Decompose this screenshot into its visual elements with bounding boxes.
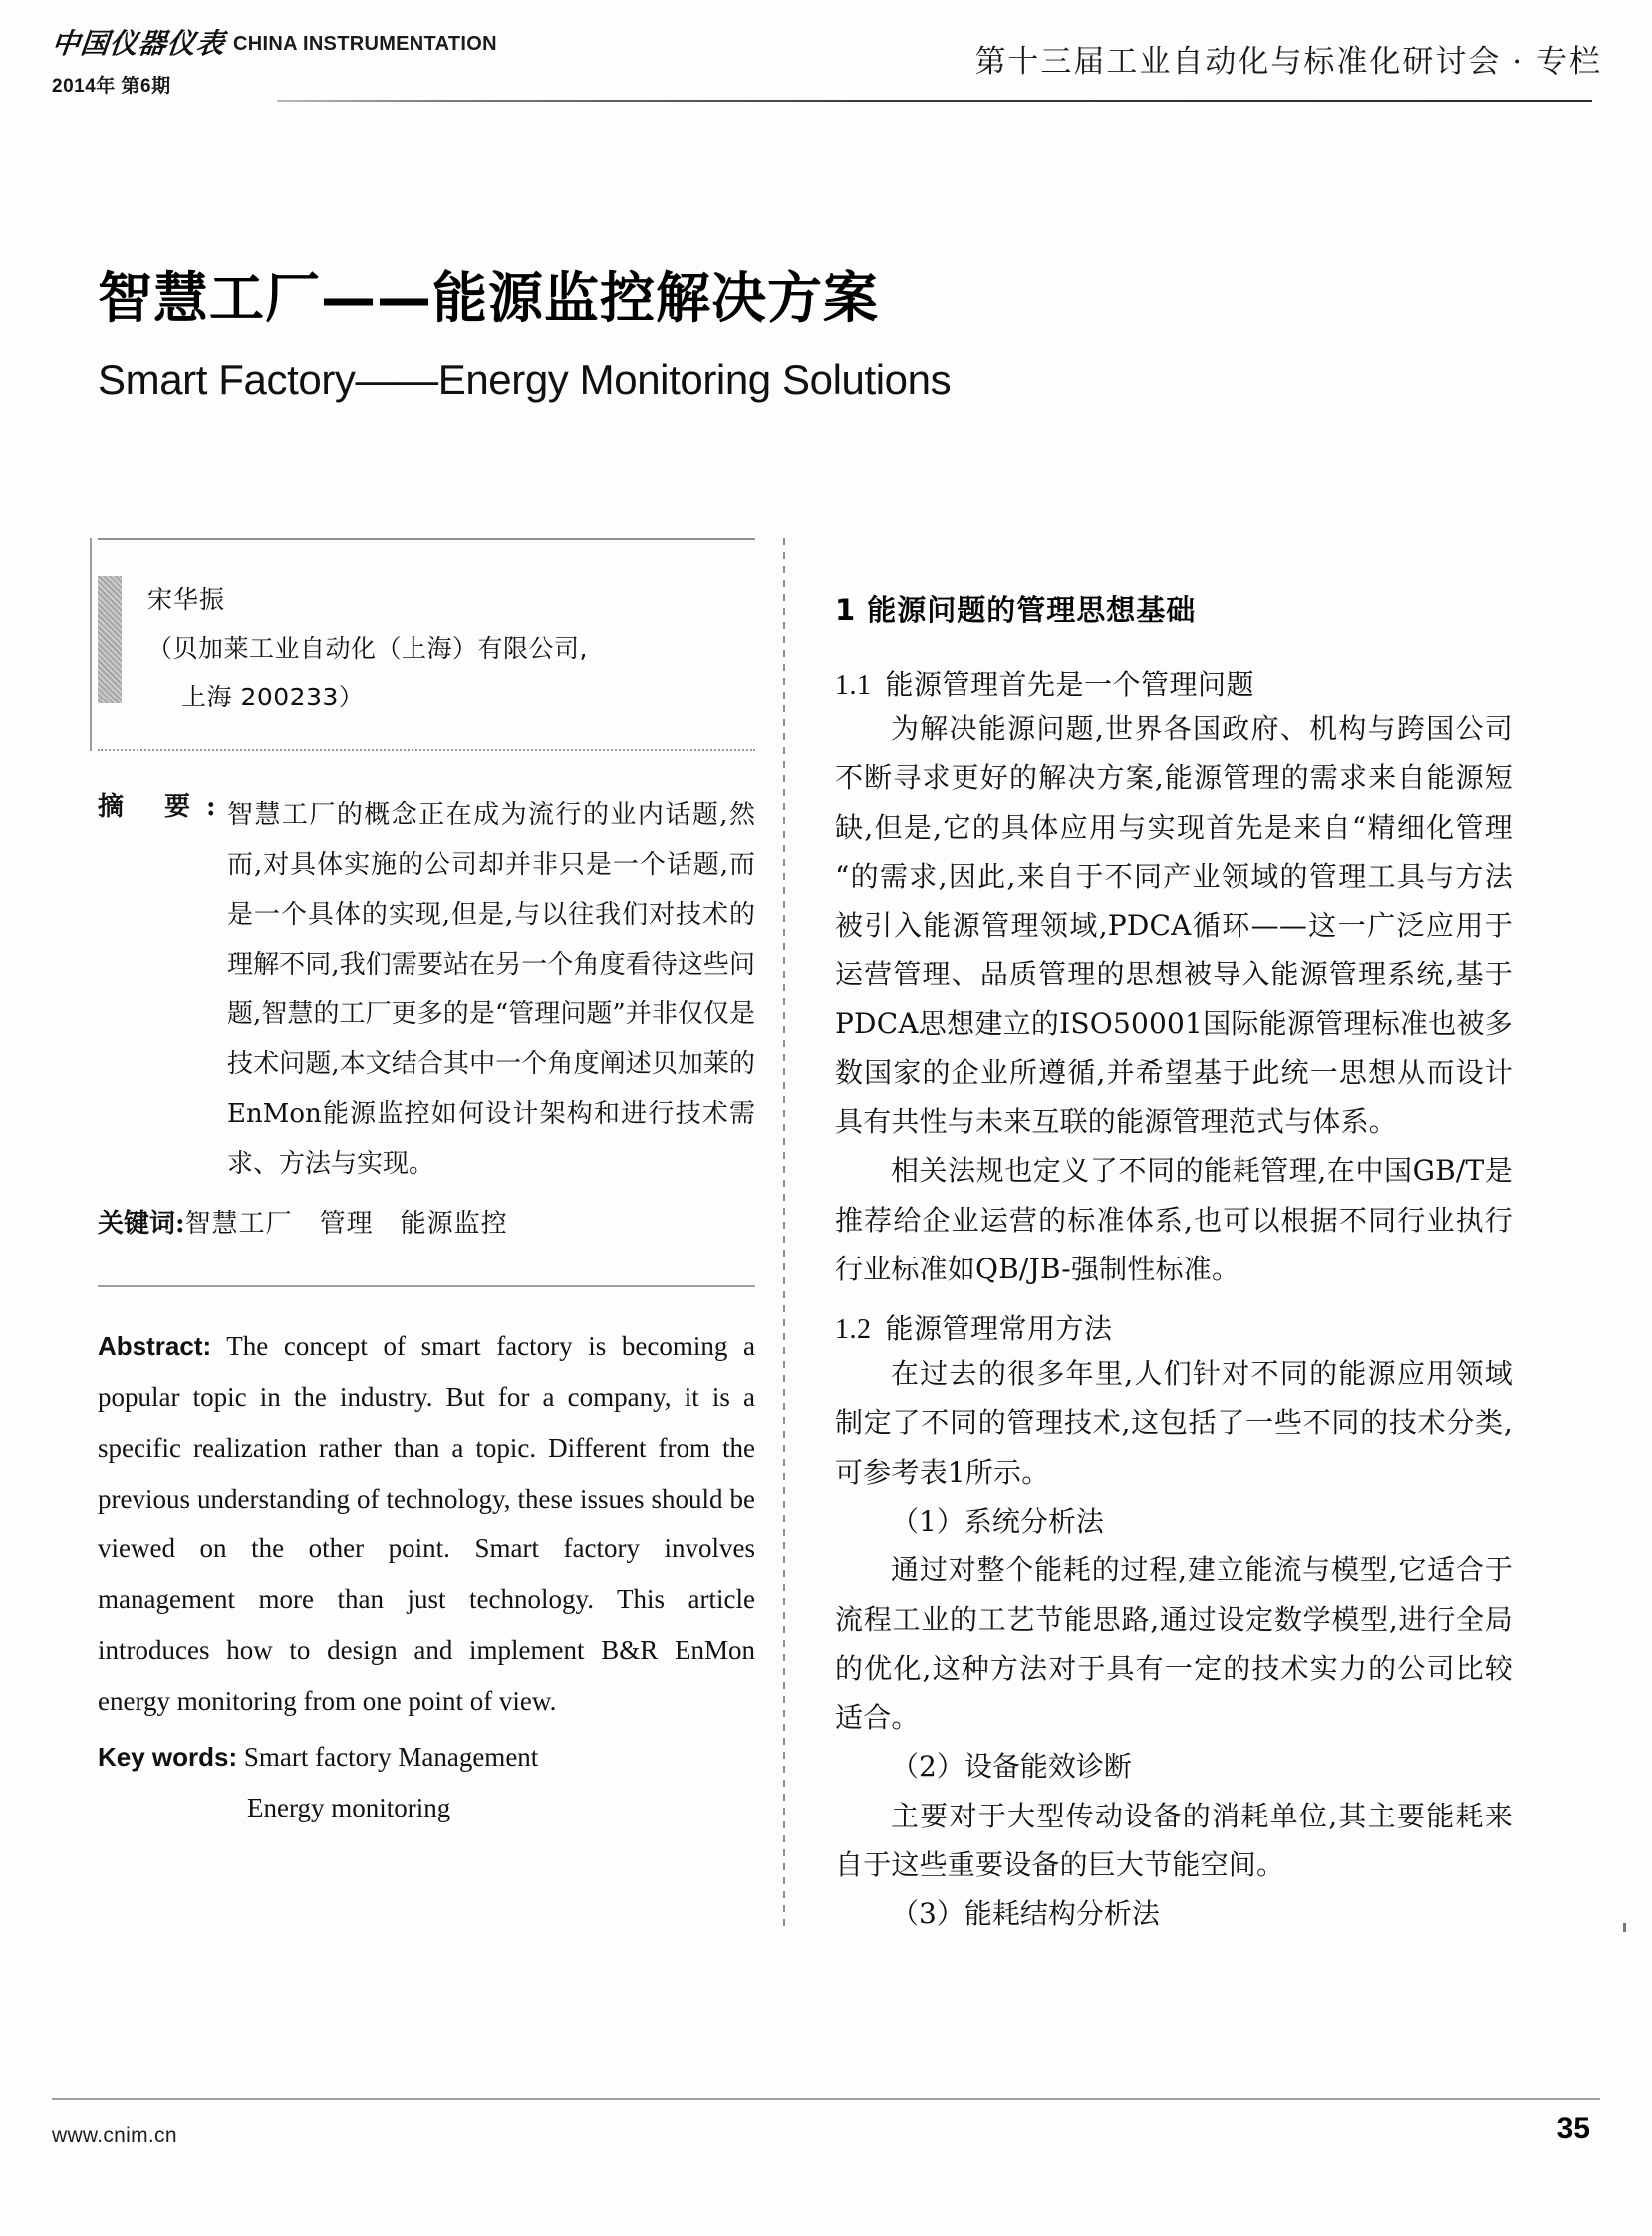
english-keywords [98,1732,755,1833]
english-abstract-label: Abstract: [98,1331,212,1362]
title-block [98,267,1562,404]
subsection-number-1-1: 1.1 [835,670,872,700]
author-affiliation-line2: 上海 200233） [181,682,365,711]
english-keywords-line1: Smart factory Management [243,1742,539,1773]
author-photo-swatch [98,576,122,703]
author-name: 宋华振 [147,585,226,614]
author-affiliation-line1: （贝加莱工业自动化（上海）有限公司, [147,633,588,663]
masthead-rule [277,100,1592,102]
subsection-number-1-2: 1.2 [835,1314,872,1346]
list-item-2-title: （2）设备能效诊断 [891,1750,1132,1784]
paragraph-1-1-b: 相关法规也定义了不同的能耗管理,在中国GB/T是推荐给企业运营的标准体系,也可以根据不同行业执行行业标准如QB/JB-强制性标准。 [835,1154,1513,1285]
article-title-cn: 智慧工厂——能源监控解决方案 [98,266,880,330]
footer-url: www.cnim.cn [52,2124,177,2147]
chinese-keywords [98,1203,755,1240]
chinese-keywords-label: 关键词: [98,1209,185,1240]
chinese-abstract-text: 智慧工厂的概念正在成为流行的业内话题,然而,对具体实施的公司却并非只是一个话题,而是一个具体的实现,但是,与以往我们对技术的理解不同,我们需要站在另一个角度看待这些问题,智慧的工厂更多的是“管理问题”并非仅仅是技术问题,本文结合其中一个角度阐述贝加莱的EnMon能源监控如何设计架构和进行技术需求、方法与实现。 [227,800,755,1179]
paragraph-1-1-a: 为解决能源问题,世界各国政府、机构与跨国公司不断寻求更好的解决方案,能源管理的需求来自能源短缺,但是,它的具体应用与实现首先是来自“精细化管理“的需求,因此,来自于不同产业领域的管理工具与方法被引入能源管理领域,PDCA循环——这一广泛应用于运营管理、品质管理的思想被导入能源管理系统,基于PDCA思想建立的ISO50001国际能源管理标准也被多数国家的企业所遵循,并希望基于此统一思想从而设计具有共性与未来互联的能源管理范式与体系。 [835,712,1513,1139]
subsection-heading-1-2 [835,1307,1513,1347]
journal-title-en: CHINA INSTRUMENTATION [233,33,497,55]
journal-title-cn: 中国仪器仪表 [50,29,227,60]
chinese-abstract [98,783,755,1189]
list-item-1-body: 通过对整个能耗的过程,建立能流与模型,它适合于流程工业的工艺节能思路,通过设定数学模型,进行全局的优化,这种方法对于具有一定的技术实力的公司比较适合。 [835,1553,1513,1735]
article-title-en: Smart Factory——Energy Monitoring Solutions [98,356,952,404]
page-number: 35 [1556,2112,1590,2145]
chinese-keywords-items: 智慧工厂 管理 能源监控 [184,1209,508,1240]
list-item-1-title: （1）系统分析法 [891,1504,1104,1537]
author-block [98,538,755,751]
column-divider [783,538,785,1933]
column-title: 第十三届工业自动化与标准化研讨会 · 专栏 [974,44,1602,80]
english-keywords-line2: Energy monitoring [247,1793,451,1823]
english-abstract-text: The concept of smart factory is becoming a popular topic in the industry. But for a company, it is a specific realization rather than a topic. Different from the previous understanding of technology, these issues should be viewed on the other point. Smart factory involves management more than just technology. This article introduces how to design and implement B&R EnMon energy monitoring from one point of view. [98,1331,755,1716]
masthead-right [974,36,1602,81]
english-keywords-label: Key words: [98,1742,238,1773]
issue-label: 2014年 第6期 [52,76,171,97]
section-heading-1: 1 能源问题的管理思想基础 [835,593,1197,627]
chinese-abstract-label: 摘 要: [98,792,232,823]
page-edge-mark [1623,1923,1626,1932]
subsection-title-1-1: 能源管理首先是一个管理问题 [885,668,1255,700]
list-item-2-body: 主要对于大型传动设备的消耗单位,其主要能耗来自于这些重要设备的巨大节能空间。 [835,1799,1513,1881]
masthead-left [52,22,610,98]
paragraph-1-2-a: 在过去的很多年里,人们针对不同的能源应用领域制定了不同的管理技术,这包括了一些不同的技术分类,可参考表1所示。 [835,1357,1513,1489]
subsection-title-1-2: 能源管理常用方法 [885,1312,1113,1346]
right-column [835,588,1513,1938]
masthead [52,22,1602,110]
left-column [98,538,755,1833]
footer-rule [52,2098,1600,2100]
english-abstract [98,1285,755,1726]
subsection-heading-1-1 [835,663,1513,702]
list-item-3-title: （3）能耗结构分析法 [891,1897,1160,1931]
